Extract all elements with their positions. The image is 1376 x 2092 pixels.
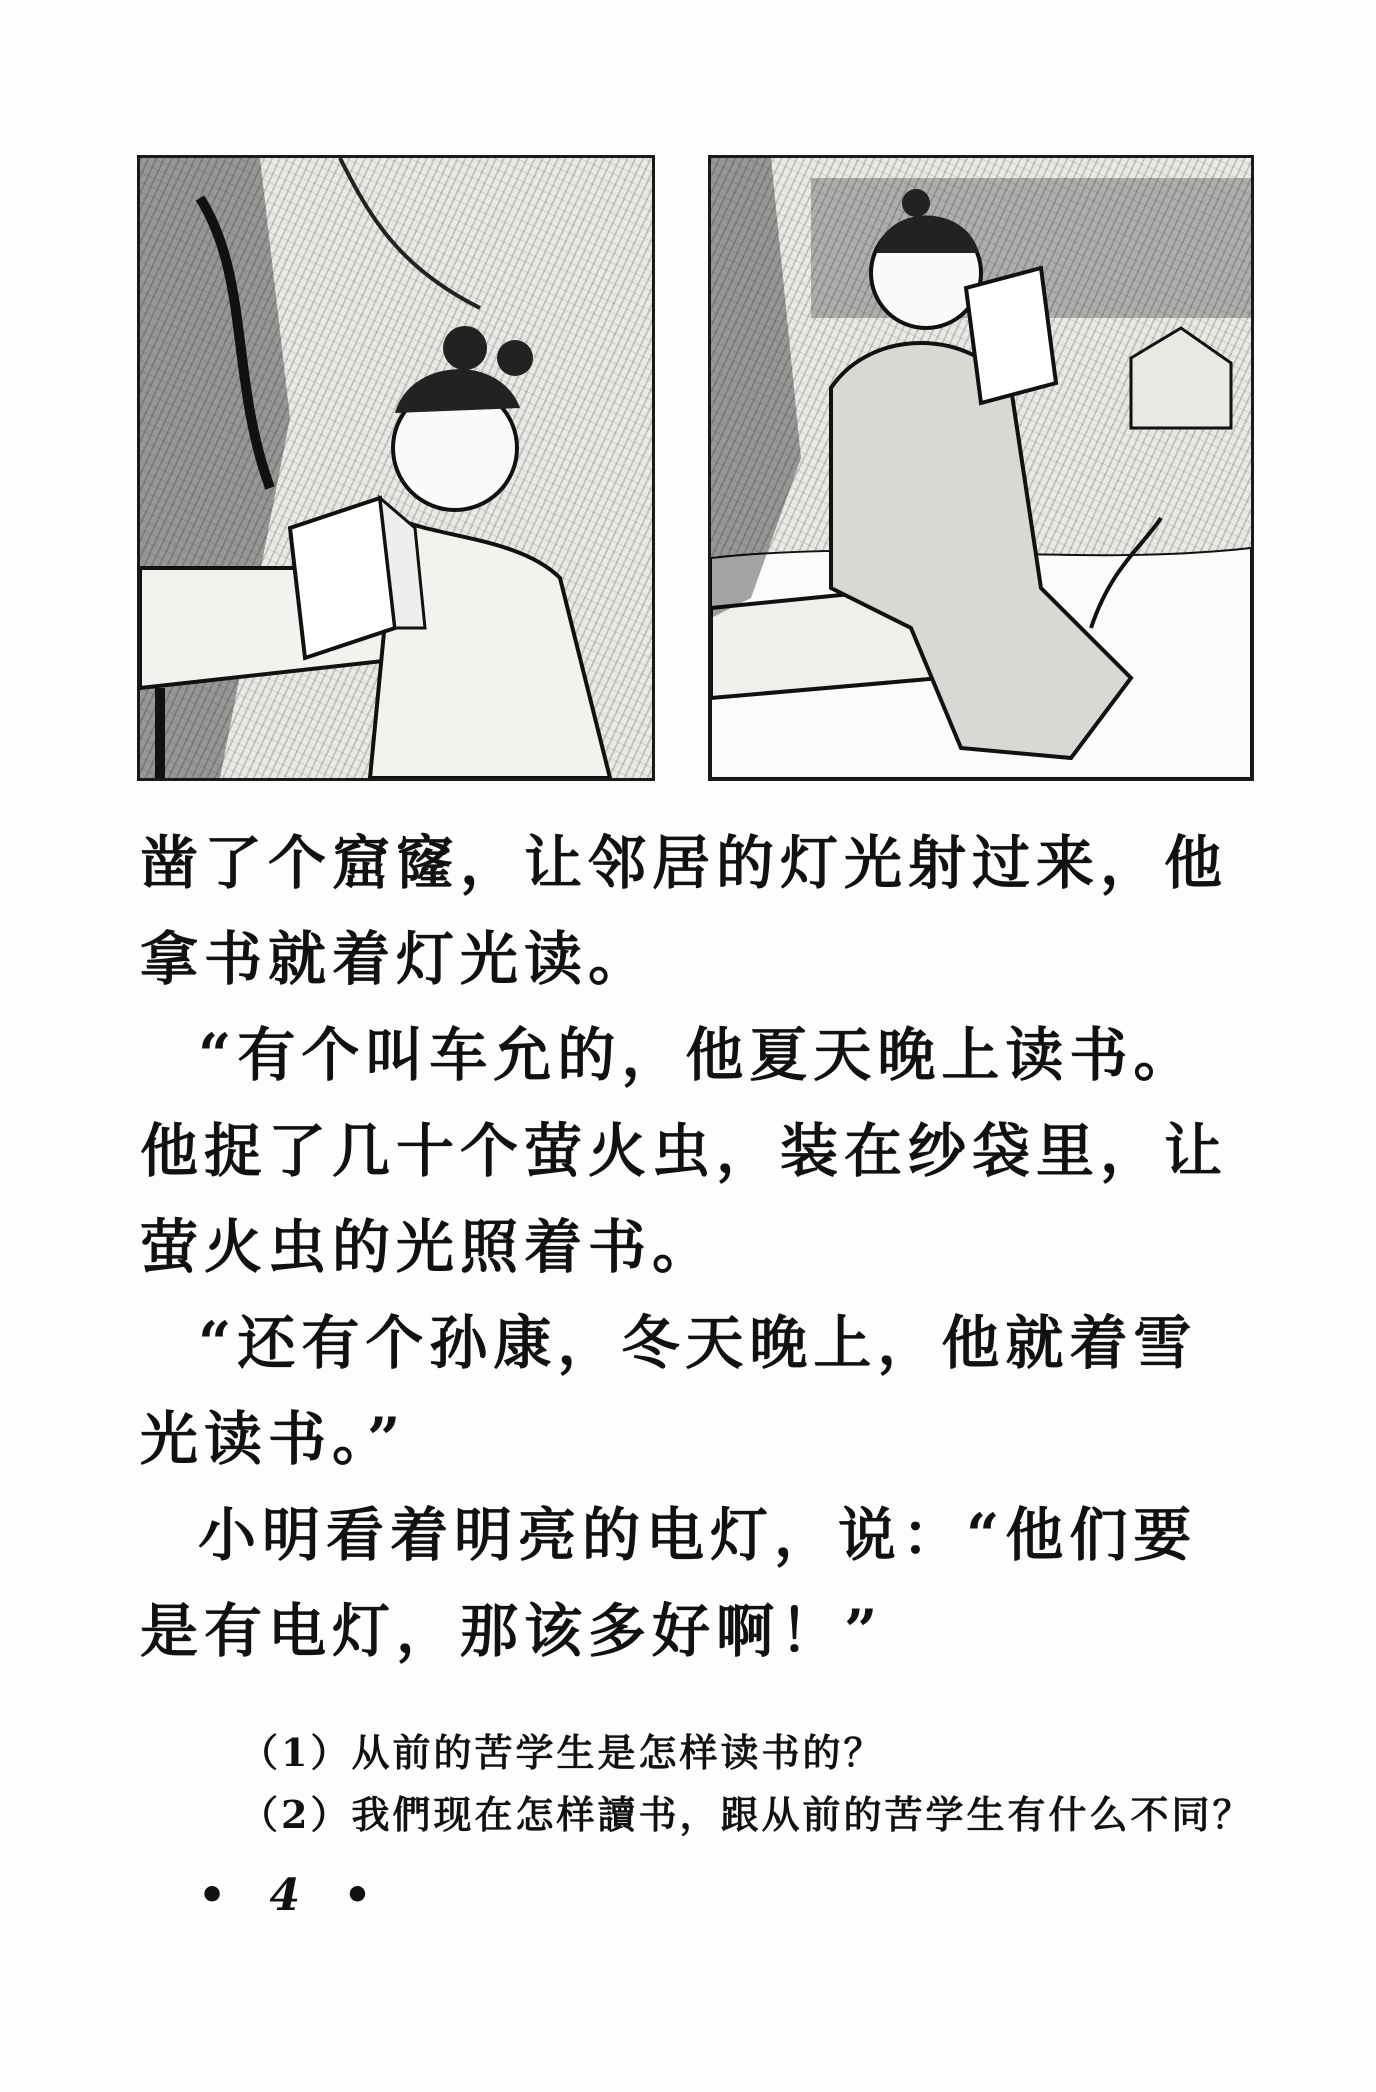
girl-reading-by-window-illustration (137, 155, 655, 781)
question-1: （1）从前的苦学生是怎样读书的？ (240, 1730, 885, 1775)
boy-reading-in-snow-illustration (708, 155, 1254, 781)
paragraph-3: “还有个孙康，冬天晚上，他就着雪光读书。” (140, 1309, 1198, 1473)
story-text (140, 815, 1250, 1679)
paragraph-4: 小明看着明亮的电灯，说：“他们要是有电灯，那该多好啊！” (140, 1501, 1198, 1665)
page-number: • 4 • (198, 1870, 386, 1921)
question-2: （2）我們现在怎样讀书，跟从前的苦学生有什么不同？ (240, 1792, 1254, 1837)
paragraph-2: “有个叫车允的，他夏天晚上读书。他捉了几十个萤火虫，装在纱袋里，让萤火虫的光照着书。 (140, 1021, 1229, 1281)
question-list (240, 1722, 1254, 1846)
girl-reading-drawing (140, 158, 652, 778)
paragraph-1: 凿了个窟窿，让邻居的灯光射过来，他拿书就着灯光读。 (140, 829, 1229, 993)
boy-reading-drawing (711, 158, 1251, 778)
